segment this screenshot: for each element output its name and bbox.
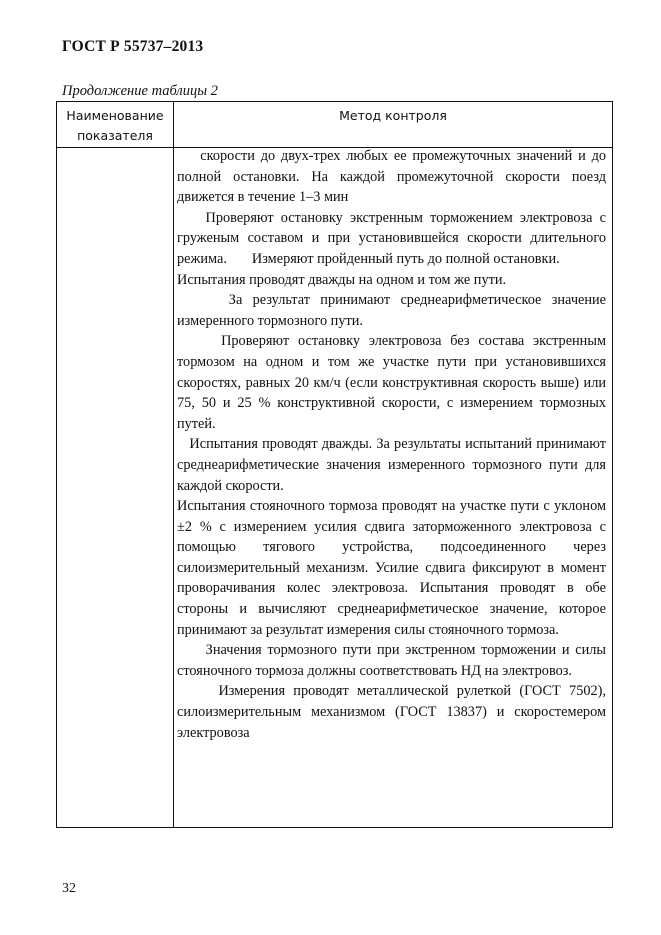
- method-paragraph: Проверяют остановку электровоза без состава экстренным тормозом на одном и том же участке пути при установившихся скоростях, равных 20 км/ч (если конструктивная скорость выше) или 75, 50 и 25 % конструктивной скорости, с измерением тормозных путей.: [177, 333, 606, 432]
- method-paragraph: Испытания стояночного тормоза проводят на участке пути с уклоном ±2 % с измерением усилия сдвига заторможенного электровоза с помощью тягового устройства, подсоединенного через силоизмерительный механизм. Усилие сдвига фиксируют в момент проворачивания колес электровоза. Испытания проводят в обе стороны и вычисляют среднеарифметическое значение, которое принимают за результат измерения силы стояночного тормоза.: [177, 498, 606, 638]
- header-control-method: Метод контроля: [339, 108, 447, 123]
- header-indicator-name: [57, 106, 173, 146]
- method-paragraph: скорости до двух-трех любых ее промежуточных значений и до полной остановки. На каждой промежуточной скорости поезд движется в течение 1–3 мин: [177, 148, 606, 206]
- method-paragraph: Испытания проводят дважды. За результаты испытаний принимают среднеарифметические значения измеренного тормозного пути для каждой скорости.: [177, 436, 606, 494]
- method-paragraph: Измерения проводят металлической рулеткой (ГОСТ 7502), силоизмерительным механизмом (ГОСТ 13837) и скоростемером электровоза: [177, 683, 606, 741]
- header-indicator-name-line2: показателя: [77, 128, 153, 143]
- method-paragraph: За результат принимают среднеарифметическое значение измеренного тормозного пути.: [177, 292, 606, 329]
- method-paragraph: Значения тормозного пути при экстренном торможении и силы стояночного тормоза должны соответствовать НД на электровоз.: [177, 642, 606, 679]
- header-indicator-name-line1: Наименование: [66, 108, 164, 123]
- method-paragraph: Испытания проводят дважды на одном и том же пути.: [177, 271, 507, 288]
- column-divider: [173, 102, 174, 827]
- page-number: 32: [62, 881, 76, 896]
- document-header-title: ГОСТ Р 55737–2013: [62, 38, 204, 55]
- method-paragraph: Проверяют остановку экстренным торможением электровоза с груженым составом и при установившейся скорости длительного режима. Измеряют пройденный путь до полной остановки.: [177, 209, 606, 267]
- control-method-cell: [177, 146, 606, 743]
- table-caption: Продолжение таблицы 2: [62, 83, 218, 99]
